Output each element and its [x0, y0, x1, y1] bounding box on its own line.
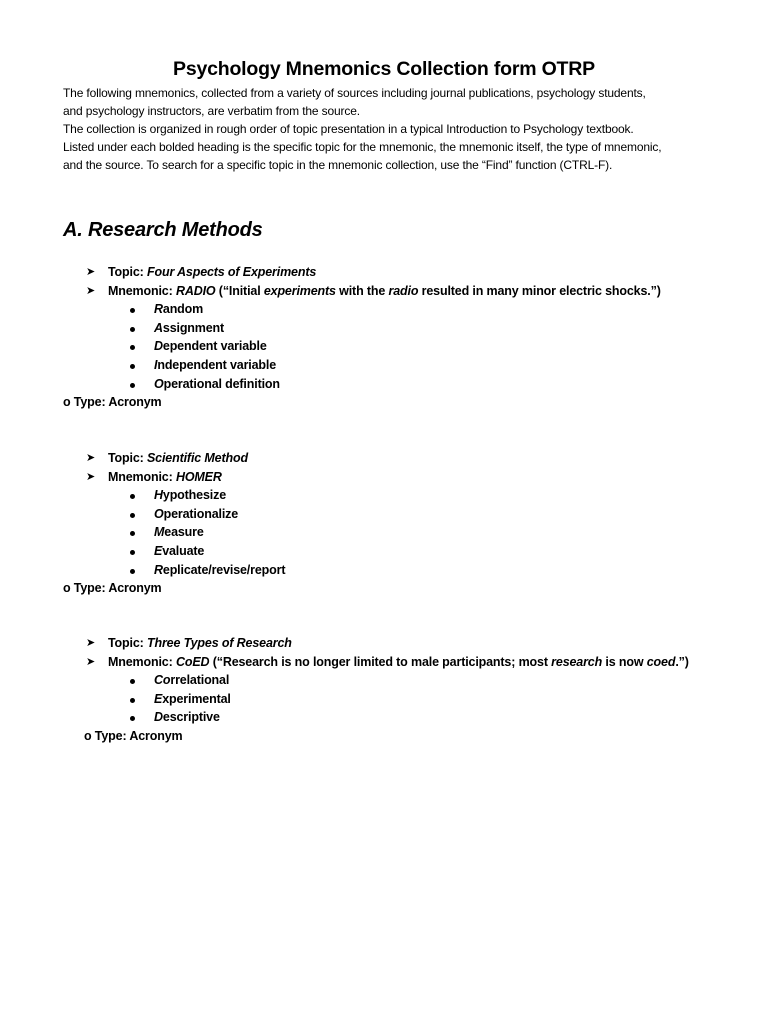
list-item	[86, 356, 748, 375]
item-text: perationalize	[163, 506, 239, 521]
acronym-letter: R	[154, 302, 163, 317]
item-text: ssignment	[162, 320, 225, 335]
mnemonic-entry	[63, 263, 748, 412]
list-item	[86, 300, 748, 319]
intro-line: The collection is organized in rough order of topic presentation in a typical Introduction to Psychology textbook.	[63, 122, 634, 136]
arrow-bullet-icon: ➤	[86, 637, 96, 649]
intro-line: and psychology instructors, are verbatim from the source.	[63, 104, 360, 118]
quote-italic: radio	[388, 283, 419, 298]
bullet-dot-icon	[130, 383, 135, 388]
item-text: ypothesize	[162, 488, 226, 503]
type-line: o Type: Acronym	[63, 581, 162, 596]
list-item	[86, 523, 748, 542]
acronym-letter: D	[154, 710, 163, 725]
quote-text: (“Initial	[215, 283, 264, 298]
topic-label: Topic:	[108, 451, 144, 465]
item-text: rrelational	[170, 673, 230, 688]
item-text: ependent variable	[162, 339, 267, 354]
acronym-letter: D	[154, 339, 163, 354]
mnemonic-value: HOMER	[175, 469, 222, 484]
mnemonic-entry	[63, 449, 748, 598]
type-line: o Type: Acronym	[63, 395, 162, 410]
quote-text: is now	[602, 654, 647, 669]
intro-paragraph	[63, 84, 728, 174]
item-text: ndependent variable	[157, 357, 277, 372]
list-item	[86, 375, 748, 394]
bullet-dot-icon	[130, 569, 135, 574]
list-item	[86, 671, 748, 690]
mnemonic-entry	[86, 634, 748, 746]
mnemonic-line	[86, 653, 748, 672]
acronym-letter: I	[154, 357, 158, 372]
bullet-dot-icon	[130, 364, 135, 369]
bullet-dot-icon	[130, 698, 135, 703]
item-text: valuate	[162, 543, 205, 558]
intro-line: and the source. To search for a specific topic in the mnemonic collection, use the “Find” function (CTRL-F).	[63, 158, 613, 172]
list-item	[86, 690, 748, 709]
item-text: perational definition	[163, 376, 280, 391]
mnemonic-label: Mnemonic:	[108, 654, 173, 669]
acronym-letter: E	[154, 543, 163, 558]
item-text: easure	[164, 525, 204, 540]
topic-value: Scientific Method	[147, 451, 248, 465]
quote-text: .”)	[675, 654, 689, 669]
quote-text: resulted in many minor electric shocks.”)	[418, 283, 661, 298]
mnemonic-line	[86, 282, 748, 301]
list-item	[86, 708, 748, 727]
bullet-dot-icon	[130, 550, 135, 555]
bullet-dot-icon	[130, 513, 135, 518]
section-heading: A. Research Methods	[63, 219, 263, 241]
bullet-dot-icon	[130, 327, 135, 332]
arrow-bullet-icon: ➤	[86, 470, 96, 483]
mnemonic-label: Mnemonic:	[108, 283, 173, 298]
arrow-bullet-icon: ➤	[86, 452, 96, 464]
intro-line: Listed under each bolded heading is the specific topic for the mnemonic, the mnemonic itself, the type of mnemonic,	[63, 140, 662, 154]
topic-value: Three Types of Research	[147, 636, 292, 650]
arrow-bullet-icon: ➤	[86, 266, 96, 278]
acronym-letter: O	[154, 376, 164, 391]
type-line: o Type: Acronym	[84, 728, 183, 743]
arrow-bullet-icon: ➤	[86, 284, 96, 297]
quote-text: with the	[335, 283, 389, 298]
arrow-bullet-icon: ➤	[86, 655, 96, 668]
topic-label: Topic:	[108, 636, 144, 650]
list-item	[86, 505, 748, 524]
topic-value: Four Aspects of Experiments	[147, 265, 317, 279]
acronym-letter: H	[154, 488, 163, 503]
quote-text: (“Research is no longer limited to male participants; most	[209, 654, 552, 669]
list-item	[86, 542, 748, 561]
list-item	[86, 337, 748, 356]
item-text: andom	[162, 302, 204, 317]
quote-italic: coed	[646, 654, 676, 669]
mnemonic-value: CoED	[175, 654, 210, 669]
acronym-letter: A	[154, 320, 163, 335]
page-title: Psychology Mnemonics Collection form OTRP	[173, 58, 595, 80]
item-text: escriptive	[162, 710, 220, 725]
acronym-letter: O	[154, 506, 164, 521]
item-text: xperimental	[162, 691, 231, 706]
list-item	[86, 486, 748, 505]
acronym-letter: M	[154, 525, 165, 540]
mnemonic-label: Mnemonic:	[108, 469, 173, 484]
item-text: eplicate/revise/report	[162, 562, 286, 577]
topic-label: Topic:	[108, 265, 144, 279]
topic-line	[86, 634, 748, 653]
acronym-letter: E	[154, 691, 163, 706]
quote-italic: research	[551, 654, 603, 669]
list-item	[86, 561, 748, 580]
acronym-letter: Co	[154, 673, 171, 688]
mnemonic-value: RADIO	[175, 283, 216, 298]
acronym-letter: R	[154, 562, 163, 577]
topic-line	[86, 263, 748, 282]
topic-line	[86, 449, 748, 468]
mnemonic-line	[86, 468, 748, 487]
quote-italic: experiments	[263, 283, 336, 298]
intro-line: The following mnemonics, collected from a variety of sources including journal publications, psychology students,	[63, 86, 646, 100]
list-item	[86, 319, 748, 338]
